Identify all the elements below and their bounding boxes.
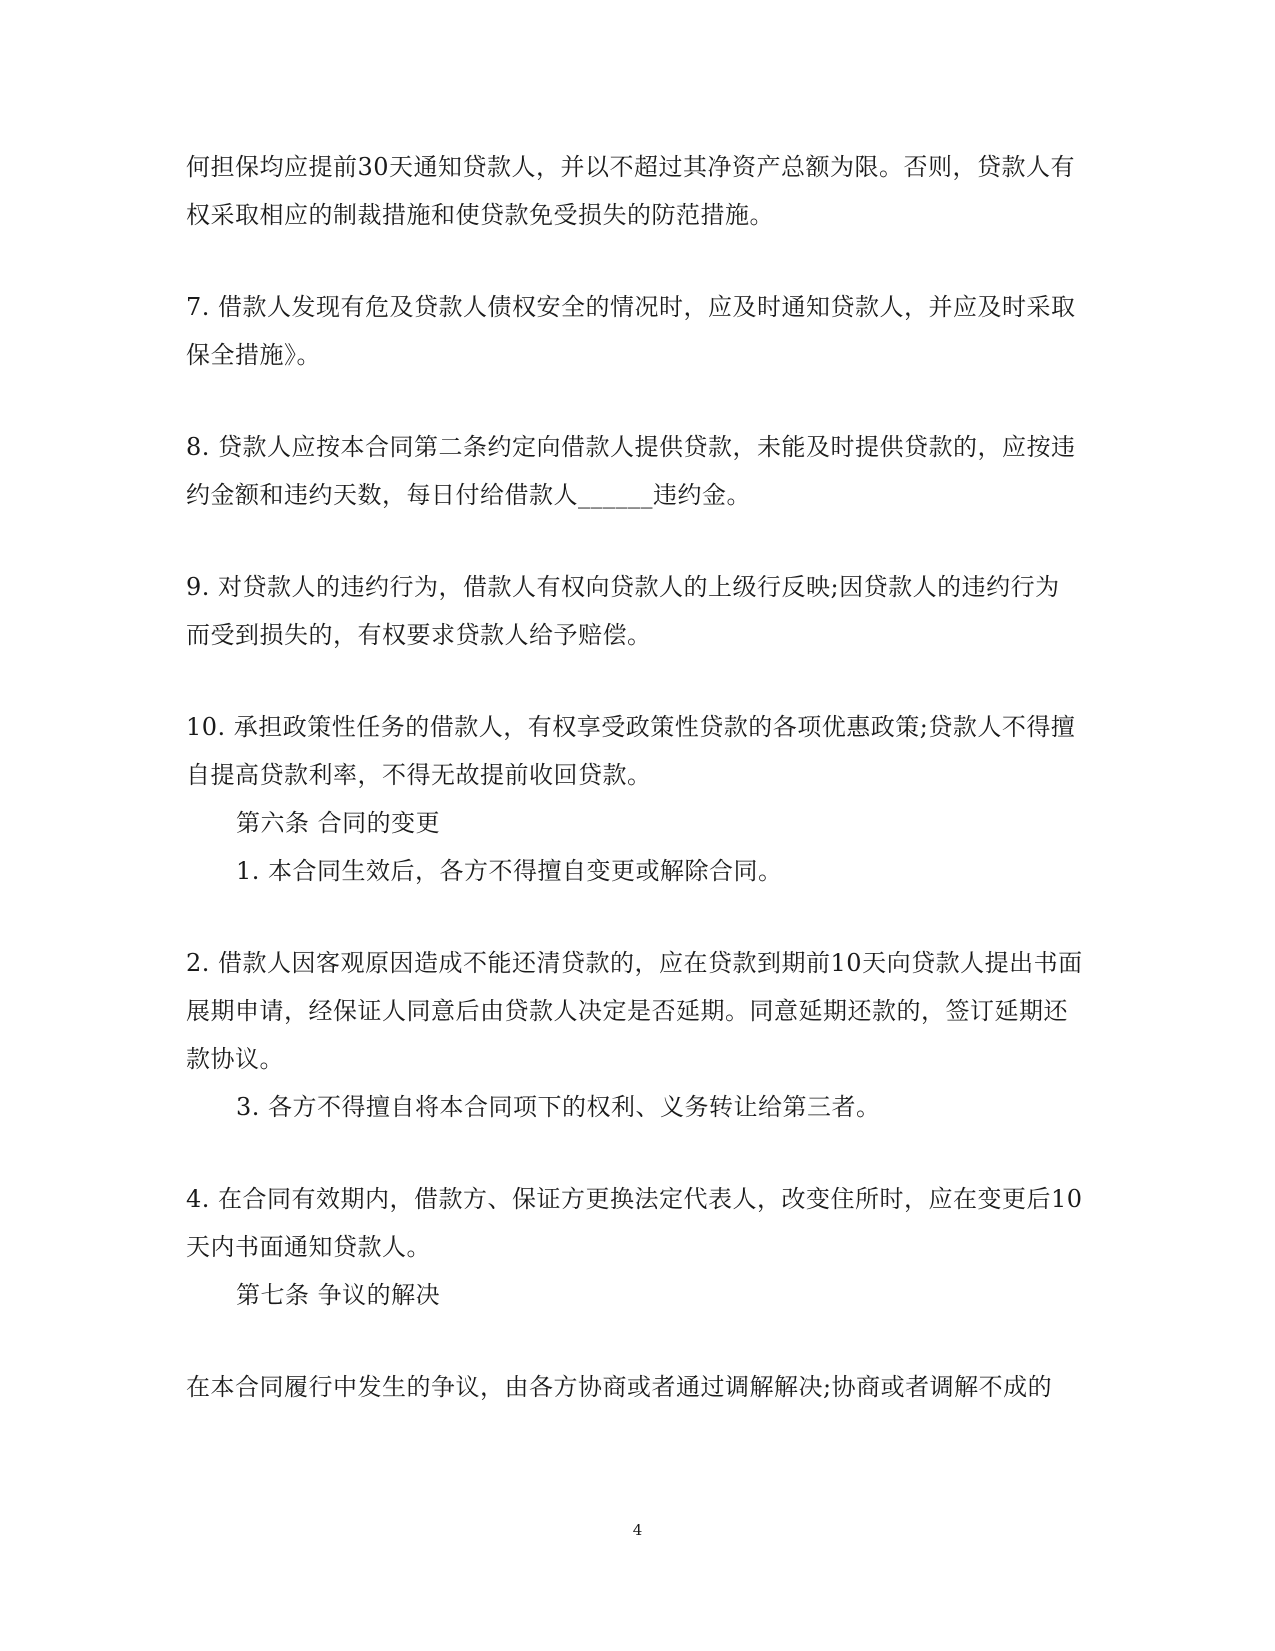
text-line: 款协议。 xyxy=(186,1045,284,1073)
text-line: 9. 对贷款人的违约行为，借款人有权向贷款人的上级行反映;因贷款人的违约行为 xyxy=(186,573,1060,601)
text-line: 2. 借款人因客观原因造成不能还清贷款的，应在贷款到期前10天向贷款人提出书面 xyxy=(186,949,1083,977)
page-number: 4 xyxy=(632,1521,643,1539)
text-line: 天内书面通知贷款人。 xyxy=(186,1233,431,1261)
text-line: 权采取相应的制裁措施和使贷款免受损失的防范措施。 xyxy=(186,201,774,229)
text-line: 7. 借款人发现有危及贷款人债权安全的情况时，应及时通知贷款人，并应及时采取 xyxy=(186,293,1076,321)
text-line: 何担保均应提前30天通知贷款人，并以不超过其净资产总额为限。否则，贷款人有 xyxy=(186,153,1076,181)
text-line: 4. 在合同有效期内，借款方、保证方更换法定代表人，改变住所时，应在变更后10 xyxy=(186,1185,1083,1213)
text-line: 8. 贷款人应按本合同第二条约定向借款人提供贷款，未能及时提供贷款的，应按违 xyxy=(186,433,1076,461)
text-line: 3. 各方不得擅自将本合同项下的权利、义务转让给第三者。 xyxy=(236,1093,881,1121)
text-line: 10. 承担政策性任务的借款人，有权享受政策性贷款的各项优惠政策;贷款人不得擅 xyxy=(186,713,1076,741)
section-heading: 第七条 争议的解决 xyxy=(236,1281,441,1309)
text-line: 展期申请，经保证人同意后由贷款人决定是否延期。同意延期还款的，签订延期还 xyxy=(186,997,1068,1025)
section-heading: 第六条 合同的变更 xyxy=(236,809,441,837)
text-line: 而受到损失的，有权要求贷款人给予赔偿。 xyxy=(186,621,652,649)
text-line: 保全措施》。 xyxy=(186,341,321,369)
text-line: 在本合同履行中发生的争议，由各方协商或者通过调解解决;协商或者调解不成的 xyxy=(186,1373,1053,1401)
text-line: 约金额和违约天数，每日付给借款人______违约金。 xyxy=(186,481,751,509)
text-line: 自提高贷款利率，不得无故提前收回贷款。 xyxy=(186,761,652,789)
text-line: 1. 本合同生效后，各方不得擅自变更或解除合同。 xyxy=(236,857,783,885)
